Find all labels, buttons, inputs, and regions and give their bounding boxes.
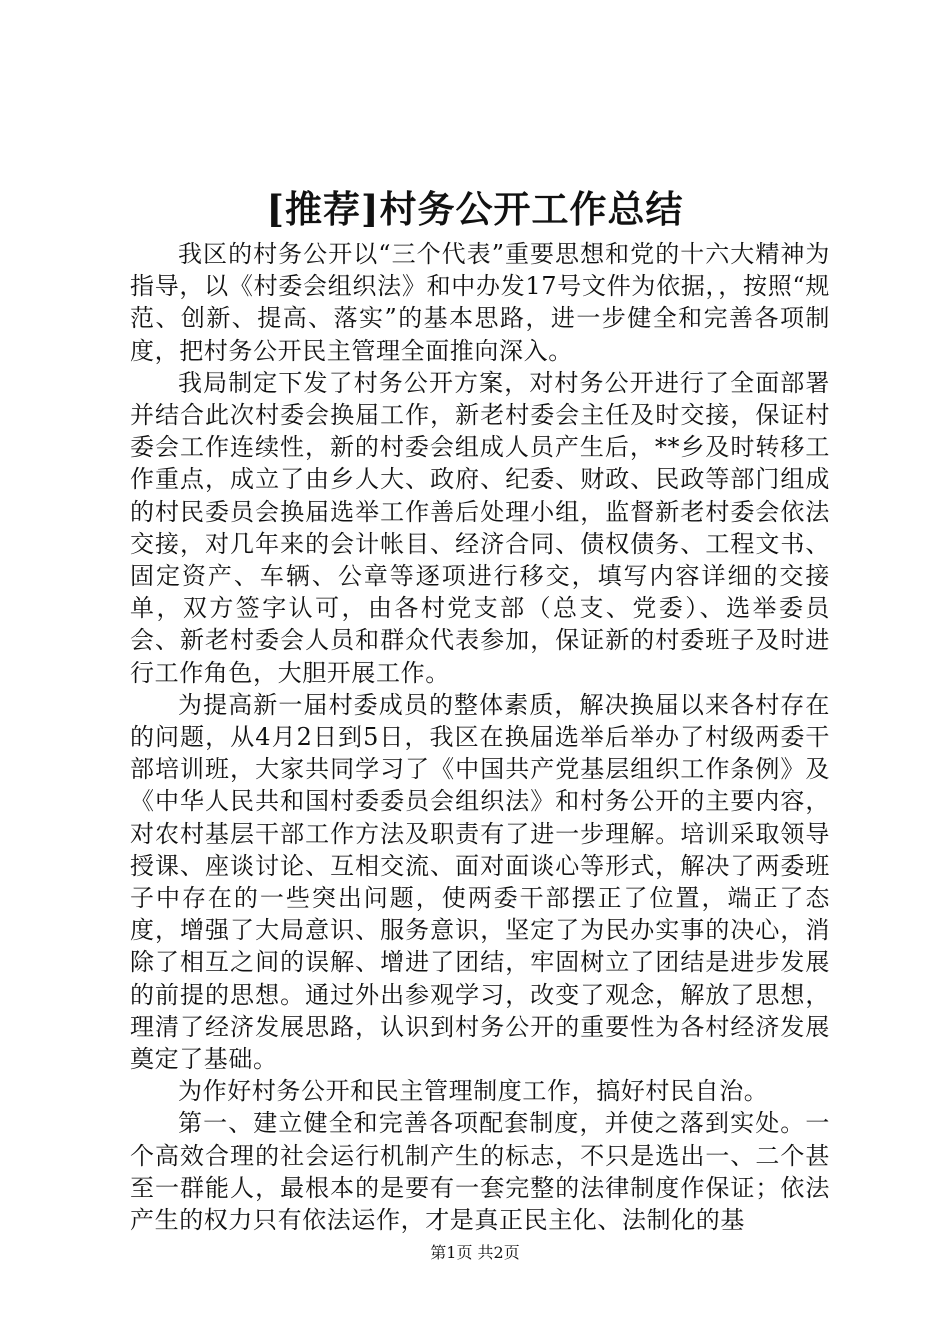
paragraph: 为提高新一届村委成员的整体素质，解决换届以来各村存在的问题，从4月2日到5日，我区在换届选举后举办了村级两委干部培训班，大家共同学习了《中国共产党基层组织工作条例》及《中华人民共和国村委委员会组织法》和村务公开的主要内容，对农村基层干部工作方法及职责有了进一步理解。培训采取领导授课、座谈讨论、互相交流、面对面谈心等形式，解决了两委班子中存在的一些突出问题，使两委干部摆正了位置，端正了态度，增强了大局意识、服务意识，坚定了为民办实事的决心，消除了相互之间的误解、增进了团结，牢固树立了团结是进步发展的前提的思想。通过外出参观学习，改变了观念，解放了思想，理清了经济发展思路，认识到村务公开的重要性为各村经济发展奠定了基础。: [130, 690, 830, 1074]
paragraph: 第一、建立健全和完善各项配套制度，并使之落到实处。一个高效合理的社会运行机制产生的标志，不只是选出一、二个甚至一群能人，最根本的是要有一套完整的法律制度作保证；依法产生的权力只有依法运作，才是真正民主化、法制化的基: [130, 1109, 830, 1235]
document-body: [130, 238, 830, 1236]
paragraph: 我局制定下发了村务公开方案，对村务公开进行了全面部署并结合此次村委会换届工作，新老村委会主任及时交接，保证村委会工作连续性，新的村委会组成人员产生后，**乡及时转移工作重点，成立了由乡人大、政府、纪委、财政、民政等部门组成的村民委员会换届选举工作善后处理小组，监督新老村委会依法交接，对几年来的会计帐目、经济合同、债权债务、工程文书、固定资产、车辆、公章等逐项进行移交，填写内容详细的交接单，双方签字认可，由各村党支部（总支、党委）、选举委员会、新老村委会人员和群众代表参加，保证新的村委班子及时进行工作角色，大胆开展工作。: [130, 368, 830, 687]
page-number-footer: 第1页 共2页: [430, 1243, 520, 1262]
document-title: [推荐]村务公开工作总结: [266, 187, 684, 231]
paragraph: 我区的村务公开以“三个代表”重要思想和党的十六大精神为指导，以《村委会组织法》和中办发17号文件为依据，，按照“规范、创新、提高、落实”的基本思路，进一步健全和完善各项制度，把村务公开民主管理全面推向深入。: [130, 240, 830, 365]
paragraph: 为作好村务公开和民主管理制度工作，搞好村民自治。: [178, 1077, 769, 1106]
